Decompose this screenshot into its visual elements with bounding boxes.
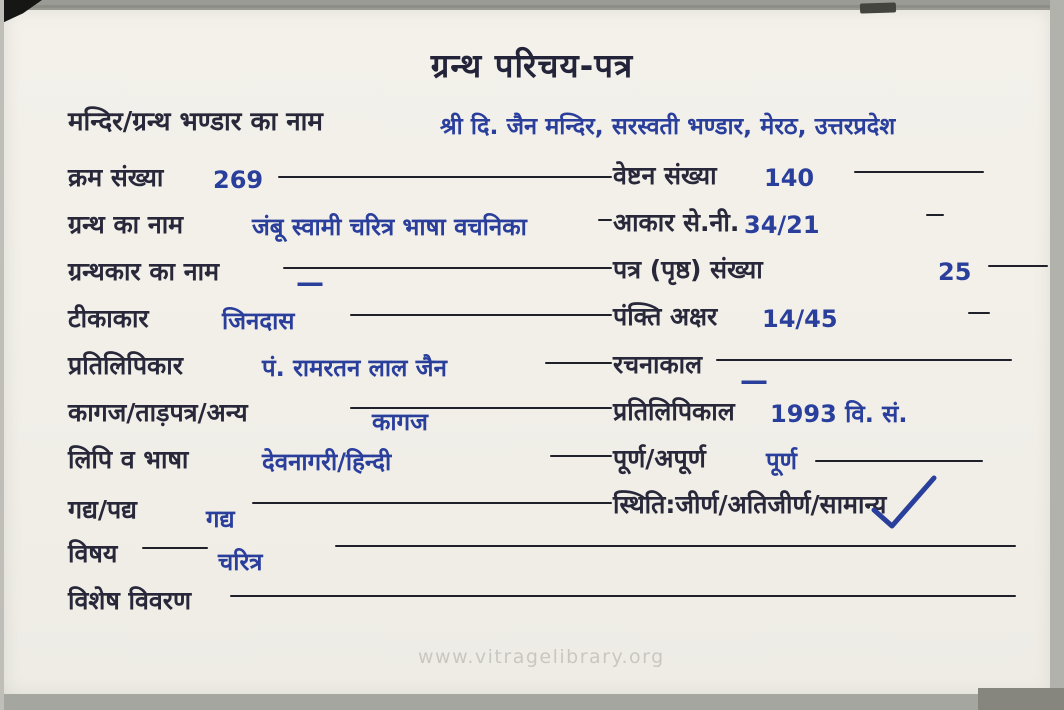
field-value-bhandar-naam: श्री दि. जैन मन्दिर, सरस्वती भण्डार, मेरठ, उत्तरप्रदेश [440, 112, 896, 140]
field-label-veshtan-sankhya: वेष्टन संख्या [613, 161, 717, 190]
condition-checkmark [870, 474, 938, 532]
field-label-kram-sankhya: क्रम संख्या [68, 163, 164, 192]
scan-edge-right [1050, 0, 1064, 710]
rule-line [278, 176, 612, 178]
scan-edge-left [0, 0, 4, 710]
rule-line [335, 545, 1016, 547]
rule-line [926, 214, 944, 216]
field-value-granth-naam: जंबू स्वामी चरित्र भाषा वचनिका [252, 213, 527, 241]
rule-line [598, 219, 612, 221]
rule-line [854, 171, 984, 173]
rule-line [350, 314, 612, 316]
field-value-veshtan-sankhya: 140 [764, 164, 815, 192]
field-label-sthiti: स्थिति:जीर्ण/अतिजीर्ण/सामान्य [613, 490, 887, 519]
field-value-gadya-padya: गद्य [206, 505, 235, 533]
field-label-pankti-akshar: पंक्ति अक्षर [613, 302, 718, 331]
rule-line [142, 547, 208, 549]
field-label-pratilipikal: प्रतिलिपिकाल [613, 397, 735, 426]
field-label-purn-apurn: पूर्ण/अपूर्ण [613, 444, 706, 473]
field-value-lipi-bhasha: देवनागरी/हिन्दी [262, 448, 392, 476]
field-value-granthkar: — [296, 266, 322, 299]
rule-line [968, 312, 990, 314]
field-label-patra-sankhya: पत्र (पृष्ठ) संख्या [613, 255, 763, 284]
field-value-pratilipikar: पं. रामरतन लाल जैन [262, 354, 447, 382]
field-value-pankti-akshar: 14/45 [762, 305, 838, 333]
field-label-pratilipikar: प्रतिलिपिकार [68, 351, 183, 380]
rule-line [988, 265, 1048, 267]
rule-line [550, 455, 612, 457]
scan-corner-bottom-right [978, 688, 1064, 710]
field-value-vishay: चरित्र [218, 548, 263, 576]
field-value-purn-apurn: पूर्ण [766, 447, 797, 475]
page-title: ग्रन्थ परिचय-पत्र [430, 46, 634, 85]
field-label-bhandar-naam: मन्दिर/ग्रन्थ भण्डार का नाम [68, 107, 323, 137]
field-value-pratilipikal: 1993 वि. सं. [770, 400, 908, 428]
field-label-tikakar: टीकाकार [68, 304, 149, 333]
rule-line [815, 460, 983, 462]
field-label-lipi-bhasha: लिपि व भाषा [68, 445, 189, 474]
field-label-gadya-padya: गद्य/पद्य [68, 495, 137, 524]
field-label-vishay: विषय [68, 539, 118, 568]
watermark-text: www.vitragelibrary.org [418, 646, 665, 668]
field-value-kram-sankhya: 269 [213, 166, 264, 194]
rule-line [252, 502, 612, 504]
field-label-rachnakal: रचनाकाल [613, 350, 703, 379]
scan-mark-top-right [860, 2, 896, 13]
scan-edge-bottom [0, 694, 1064, 710]
rule-line [283, 267, 612, 269]
field-label-kagaj: कागज/ताड़पत्र/अन्य [68, 398, 248, 427]
rule-line [350, 407, 612, 409]
field-value-aakar: 34/21 [744, 211, 820, 239]
field-value-kagaj: कागज [372, 408, 428, 436]
field-label-granthkar: ग्रन्थकार का नाम [68, 257, 220, 286]
rule-line [230, 595, 1016, 597]
field-value-tikakar: जिनदास [222, 307, 295, 335]
field-label-granth-naam: ग्रन्थ का नाम [68, 210, 184, 239]
field-label-aakar: आकार से.नी. [613, 208, 740, 237]
rule-line [716, 359, 1012, 361]
rule-line [545, 362, 612, 364]
field-value-rachnakal: — [740, 364, 766, 397]
field-label-vishesh-vivran: विशेष विवरण [68, 586, 192, 615]
field-value-patra-sankhya: 25 [938, 258, 972, 286]
